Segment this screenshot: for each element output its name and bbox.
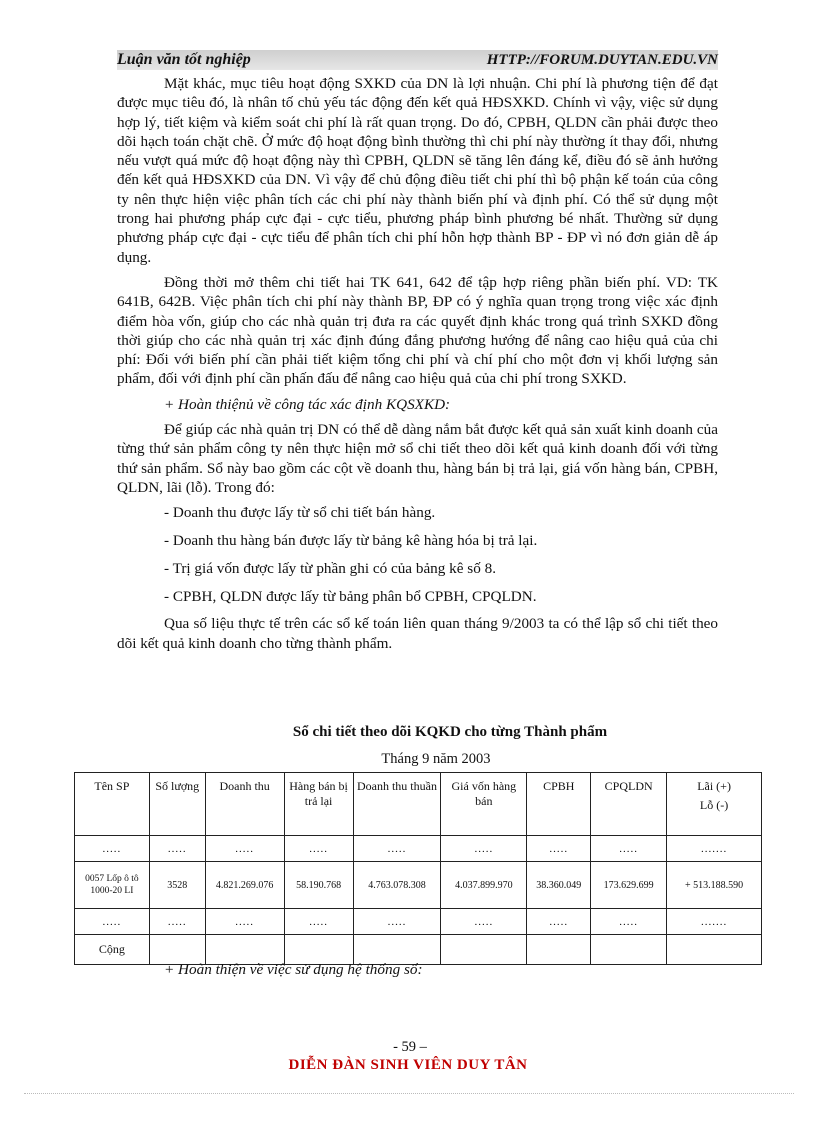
col-header-cpqldn: CPQLDN xyxy=(591,773,667,836)
paragraph-detail-ledger: Để giúp các nhà quản trị DN có thể dễ dàng nắm bắt được kết quả sản xuất kinh doanh của từng thứ sản phẩm công ty nên thực hiện mở sổ chi tiết theo dõi kết quả kinh doanh đối với từng thứ sản phẩm. Sổ này bao gồm các cột về doanh thu, hàng bán bị trả lại, giá vốn hàng bán, CPBH, QLDN, lãi (lỗ). Trong đó: xyxy=(117,421,718,496)
bullet-returned-revenue: - Doanh thu hàng bán được lấy từ bảng kê hàng hóa bị trả lại. xyxy=(164,532,538,550)
body-text xyxy=(117,74,718,659)
total-label: Cộng xyxy=(75,935,150,965)
table-cell: ..... xyxy=(591,836,667,862)
bullet-cost-value: - Trị giá vốn được lấy từ phần ghi có của bảng kê số 8. xyxy=(164,559,496,577)
table-cell: ..... xyxy=(205,909,284,935)
col-header-quantity: Số lượng xyxy=(149,773,205,836)
table-cell: 38.360.049 xyxy=(527,862,591,909)
table-cell: ..... xyxy=(591,909,667,935)
table-cell xyxy=(667,935,762,965)
profit-label: Lãi (+) xyxy=(697,779,731,793)
col-header-cpbh: CPBH xyxy=(527,773,591,836)
kqkd-table xyxy=(74,772,762,965)
table-row xyxy=(75,836,762,862)
page-number: - 59 – xyxy=(393,1039,427,1055)
col-header-cogs: Giá vốn hàng bán xyxy=(441,773,527,836)
col-header-revenue: Doanh thu xyxy=(205,773,284,836)
table-cell: ..... xyxy=(205,836,284,862)
table-cell: ..... xyxy=(149,909,205,935)
footer-forum-name: DIỄN ĐÀN SINH VIÊN DUY TÂN xyxy=(288,1057,528,1073)
header-forum-url[interactable]: HTTP://FORUM.DUYTAN.EDU.VN xyxy=(486,52,718,68)
paragraph-table-intro: Qua số liệu thực tế trên các sổ kế toán liên quan tháng 9/2003 ta có thể lập sổ chi tiết theo dõi kết quả kinh doanh cho từng thành phẩm. xyxy=(117,615,718,652)
table-cell xyxy=(527,935,591,965)
paragraph-variable-cost: Đồng thời mở thêm chi tiết hai TK 641, 642 để tập hợp riêng phần biến phí. VD: TK 641B, 642B. Việc phân tích chi phí này thành BP, ĐP có ý nghĩa quan trọng trong việc xác định điểm hòa vốn, giúp cho các nhà quản trị đưa ra các quyết định khác trong quá trình SXKD đồng thời giúp cho các nhà quản trị xác định đúng đắng phương hướng để nâng cao hiệu quả của chi phí: Đối với biến phí cần phải tiết kiệm tổng chi phí và chí phí cho một đơn vị khối lượng sản phẩm, đối với định phí cần phấn đấu để nâng cao hiệu quả của chi phí trong SXKD. xyxy=(117,273,718,388)
table-cell: ..... xyxy=(149,836,205,862)
table-cell xyxy=(441,935,527,965)
table-cell: 58.190.768 xyxy=(284,862,353,909)
table-cell: ....... xyxy=(667,836,762,862)
bullet-cpbh-qldn: - CPBH, QLDN được lấy từ bảng phân bổ CPBH, CPQLDN. xyxy=(164,587,537,605)
table-cell: 4.821.269.076 xyxy=(205,862,284,909)
table-cell xyxy=(353,935,441,965)
table-cell: ..... xyxy=(353,909,441,935)
table-cell: 4.763.078.308 xyxy=(353,862,441,909)
table-cell: ..... xyxy=(75,909,150,935)
col-header-name: Tên SP xyxy=(75,773,150,836)
table-cell: 173.629.699 xyxy=(591,862,667,909)
section-heading-ledger-system: + Hoàn thiện về việc sử dụng hệ thống sổ: xyxy=(164,961,423,978)
table-cell: ..... xyxy=(441,909,527,935)
table-cell: ....... xyxy=(667,909,762,935)
loss-label: Lỗ (-) xyxy=(699,798,729,812)
table-cell xyxy=(591,935,667,965)
table-row xyxy=(75,862,762,909)
bullet-revenue: - Doanh thu được lấy từ sổ chi tiết bán hàng. xyxy=(164,504,436,522)
table-title: Sổ chi tiết theo dõi KQKD cho từng Thành phẩm xyxy=(292,724,608,740)
table-cell: ..... xyxy=(527,909,591,935)
page-header xyxy=(117,50,718,70)
col-header-returns: Hàng bán bị trả lại xyxy=(284,773,353,836)
table-cell: ..... xyxy=(353,836,441,862)
table-cell xyxy=(284,935,353,965)
table-row xyxy=(75,909,762,935)
table-subtitle: Tháng 9 năm 2003 xyxy=(381,751,491,767)
table-cell: + 513.188.590 xyxy=(667,862,762,909)
bottom-divider xyxy=(24,1093,794,1094)
paragraph-cost-analysis: Mặt khác, mục tiêu hoạt động SXKD của DN là lợi nhuận. Chi phí là phương tiện để đạt được mục tiêu đó, là nhân tố chủ yếu tác động đến kết quả HĐSXKD. Chính vì vậy, việc sử dụng hợp lý, tiết kiệm và kiểm soát chi phí là rất quan trọng. Do đó, CPBH, QLDN cần phải được theo dõi hạch toán chặt chẽ. Ở mức độ hoạt động bình thường thì chi phí này thường ít thay đổi, nhưng nếu vượt quá mức độ hoạt động này thì CPBH, QLDN sẽ tăng lên đáng kể, điều đó sẽ ảnh hưởng đến kết quả HĐSXKD của DN. Vì vậy để chủ động điều tiết chi phí thì bộ phận kế toán của công ty nên thực hiện việc phân tích các chi phí này thành biến phí và định phí. Có thể sử dụng một trong hai phương pháp cực đại - cực tiểu, phương pháp bình phương bé nhất. Thường sử dụng phương pháp cực đại - cực tiểu để phân tích chi phí hỗn hợp thành BP - ĐP vì nó đơn giản dễ áp dụng. xyxy=(117,75,718,266)
section-heading-kqsxkd: + Hoàn thiệnủ về công tác xác định KQSXKD: xyxy=(164,395,451,413)
table-cell: 4.037.899.970 xyxy=(441,862,527,909)
table-cell xyxy=(205,935,284,965)
col-header-net-revenue: Doanh thu thuần xyxy=(353,773,441,836)
table-header-row xyxy=(75,773,762,836)
header-thesis-label: Luận văn tốt nghiệp xyxy=(117,51,251,68)
table-cell: 3528 xyxy=(149,862,205,909)
table-total-row xyxy=(75,935,762,965)
table-cell: ..... xyxy=(441,836,527,862)
table-cell: ..... xyxy=(527,836,591,862)
table-cell xyxy=(149,935,205,965)
table-cell: ..... xyxy=(284,909,353,935)
col-header-profit-loss xyxy=(667,773,762,836)
table-cell: 0057 Lốp ô tô 1000-20 LI xyxy=(75,862,150,909)
table-cell: ..... xyxy=(284,836,353,862)
table-cell: ..... xyxy=(75,836,150,862)
